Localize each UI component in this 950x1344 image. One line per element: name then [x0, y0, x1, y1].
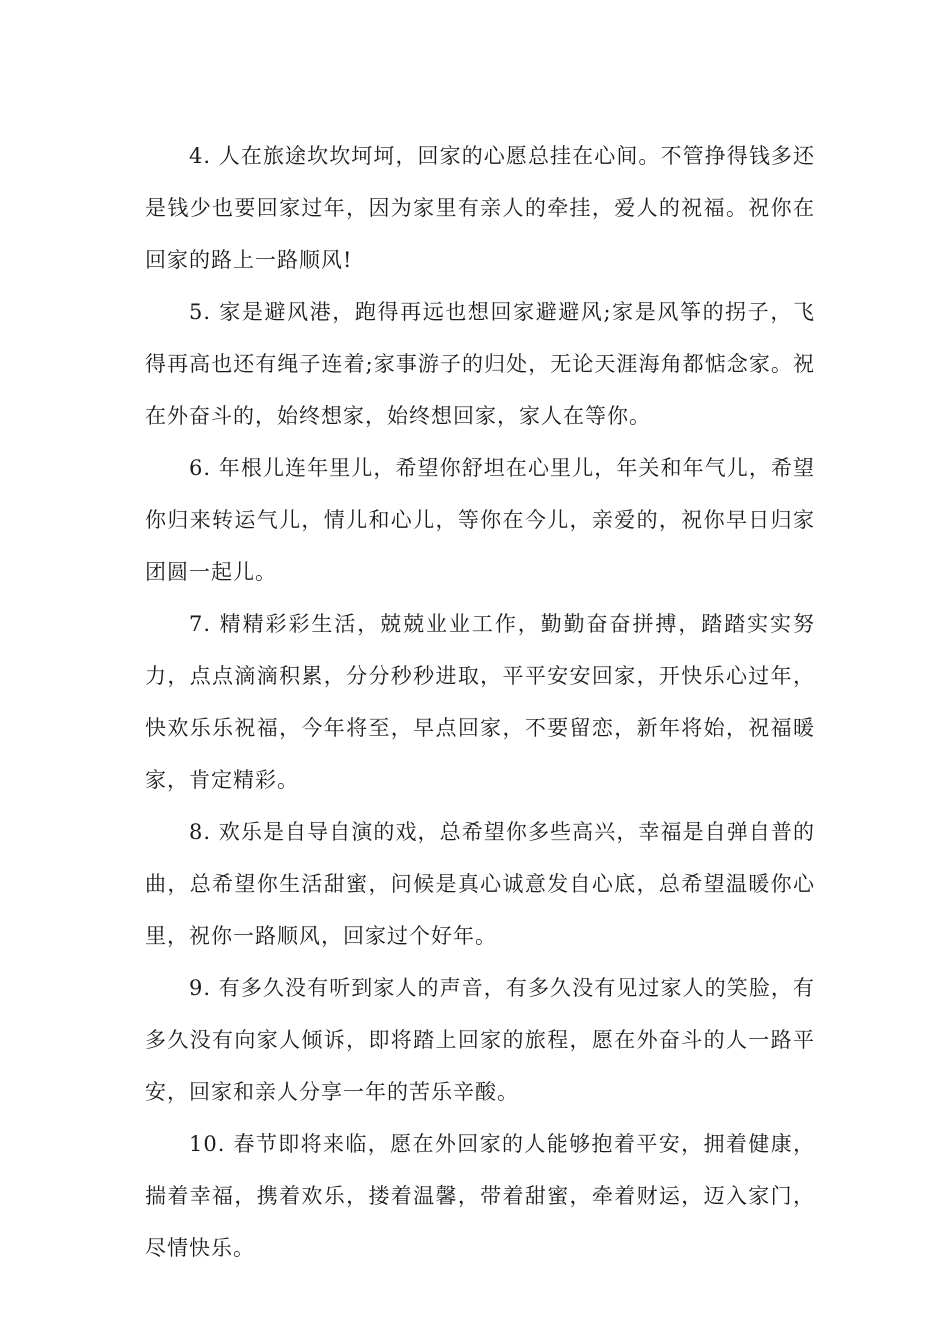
paragraph-5: 5. 家是避风港，跑得再远也想回家避避风;家是风筝的拐子，飞得再高也还有绳子连着;家事游子的归处，无论天涯海角都惦念家。祝在外奋斗的，始终想家，始终想回家，家人在等你。: [145, 300, 815, 428]
paragraph-10: 10. 春节即将来临，愿在外回家的人能够抱着平安，拥着健康，揣着幸福，携着欢乐，搂着温馨，带着甜蜜，牵着财运，迈入家门，尽情快乐。: [145, 1132, 815, 1260]
paragraph-9: 9. 有多久没有听到家人的声音，有多久没有见过家人的笑脸，有多久没有向家人倾诉，即将踏上回家的旅程，愿在外奋斗的人一路平安，回家和亲人分享一年的苦乐辛酸。: [145, 976, 815, 1104]
paragraph-8: 8. 欢乐是自导自演的戏，总希望你多些高兴，幸福是自弹自普的曲，总希望你生活甜蜜，问候是真心诚意发自心底，总希望温暖你心里，祝你一路顺风，回家过个好年。: [145, 820, 815, 948]
document-body: [145, 130, 815, 1274]
paragraph-4: 4. 人在旅途坎坎坷坷，回家的心愿总挂在心间。不管挣得钱多还是钱少也要回家过年，因为家里有亲人的牵挂，爱人的祝福。祝你在回家的路上一路顺风!: [145, 144, 815, 272]
paragraph-7: 7. 精精彩彩生活，兢兢业业工作，勤勤奋奋拼搏，踏踏实实努力，点点滴滴积累，分分秒秒进取，平平安安回家，开快乐心过年，快欢乐乐祝福，今年将至，早点回家，不要留恋，新年将始，祝福暖家，肯定精彩。: [145, 612, 815, 792]
paragraph-6: 6. 年根儿连年里儿，希望你舒坦在心里儿，年关和年气儿，希望你归来转运气儿，情儿和心儿，等你在今儿，亲爱的，祝你早日归家团圆一起儿。: [145, 456, 815, 584]
